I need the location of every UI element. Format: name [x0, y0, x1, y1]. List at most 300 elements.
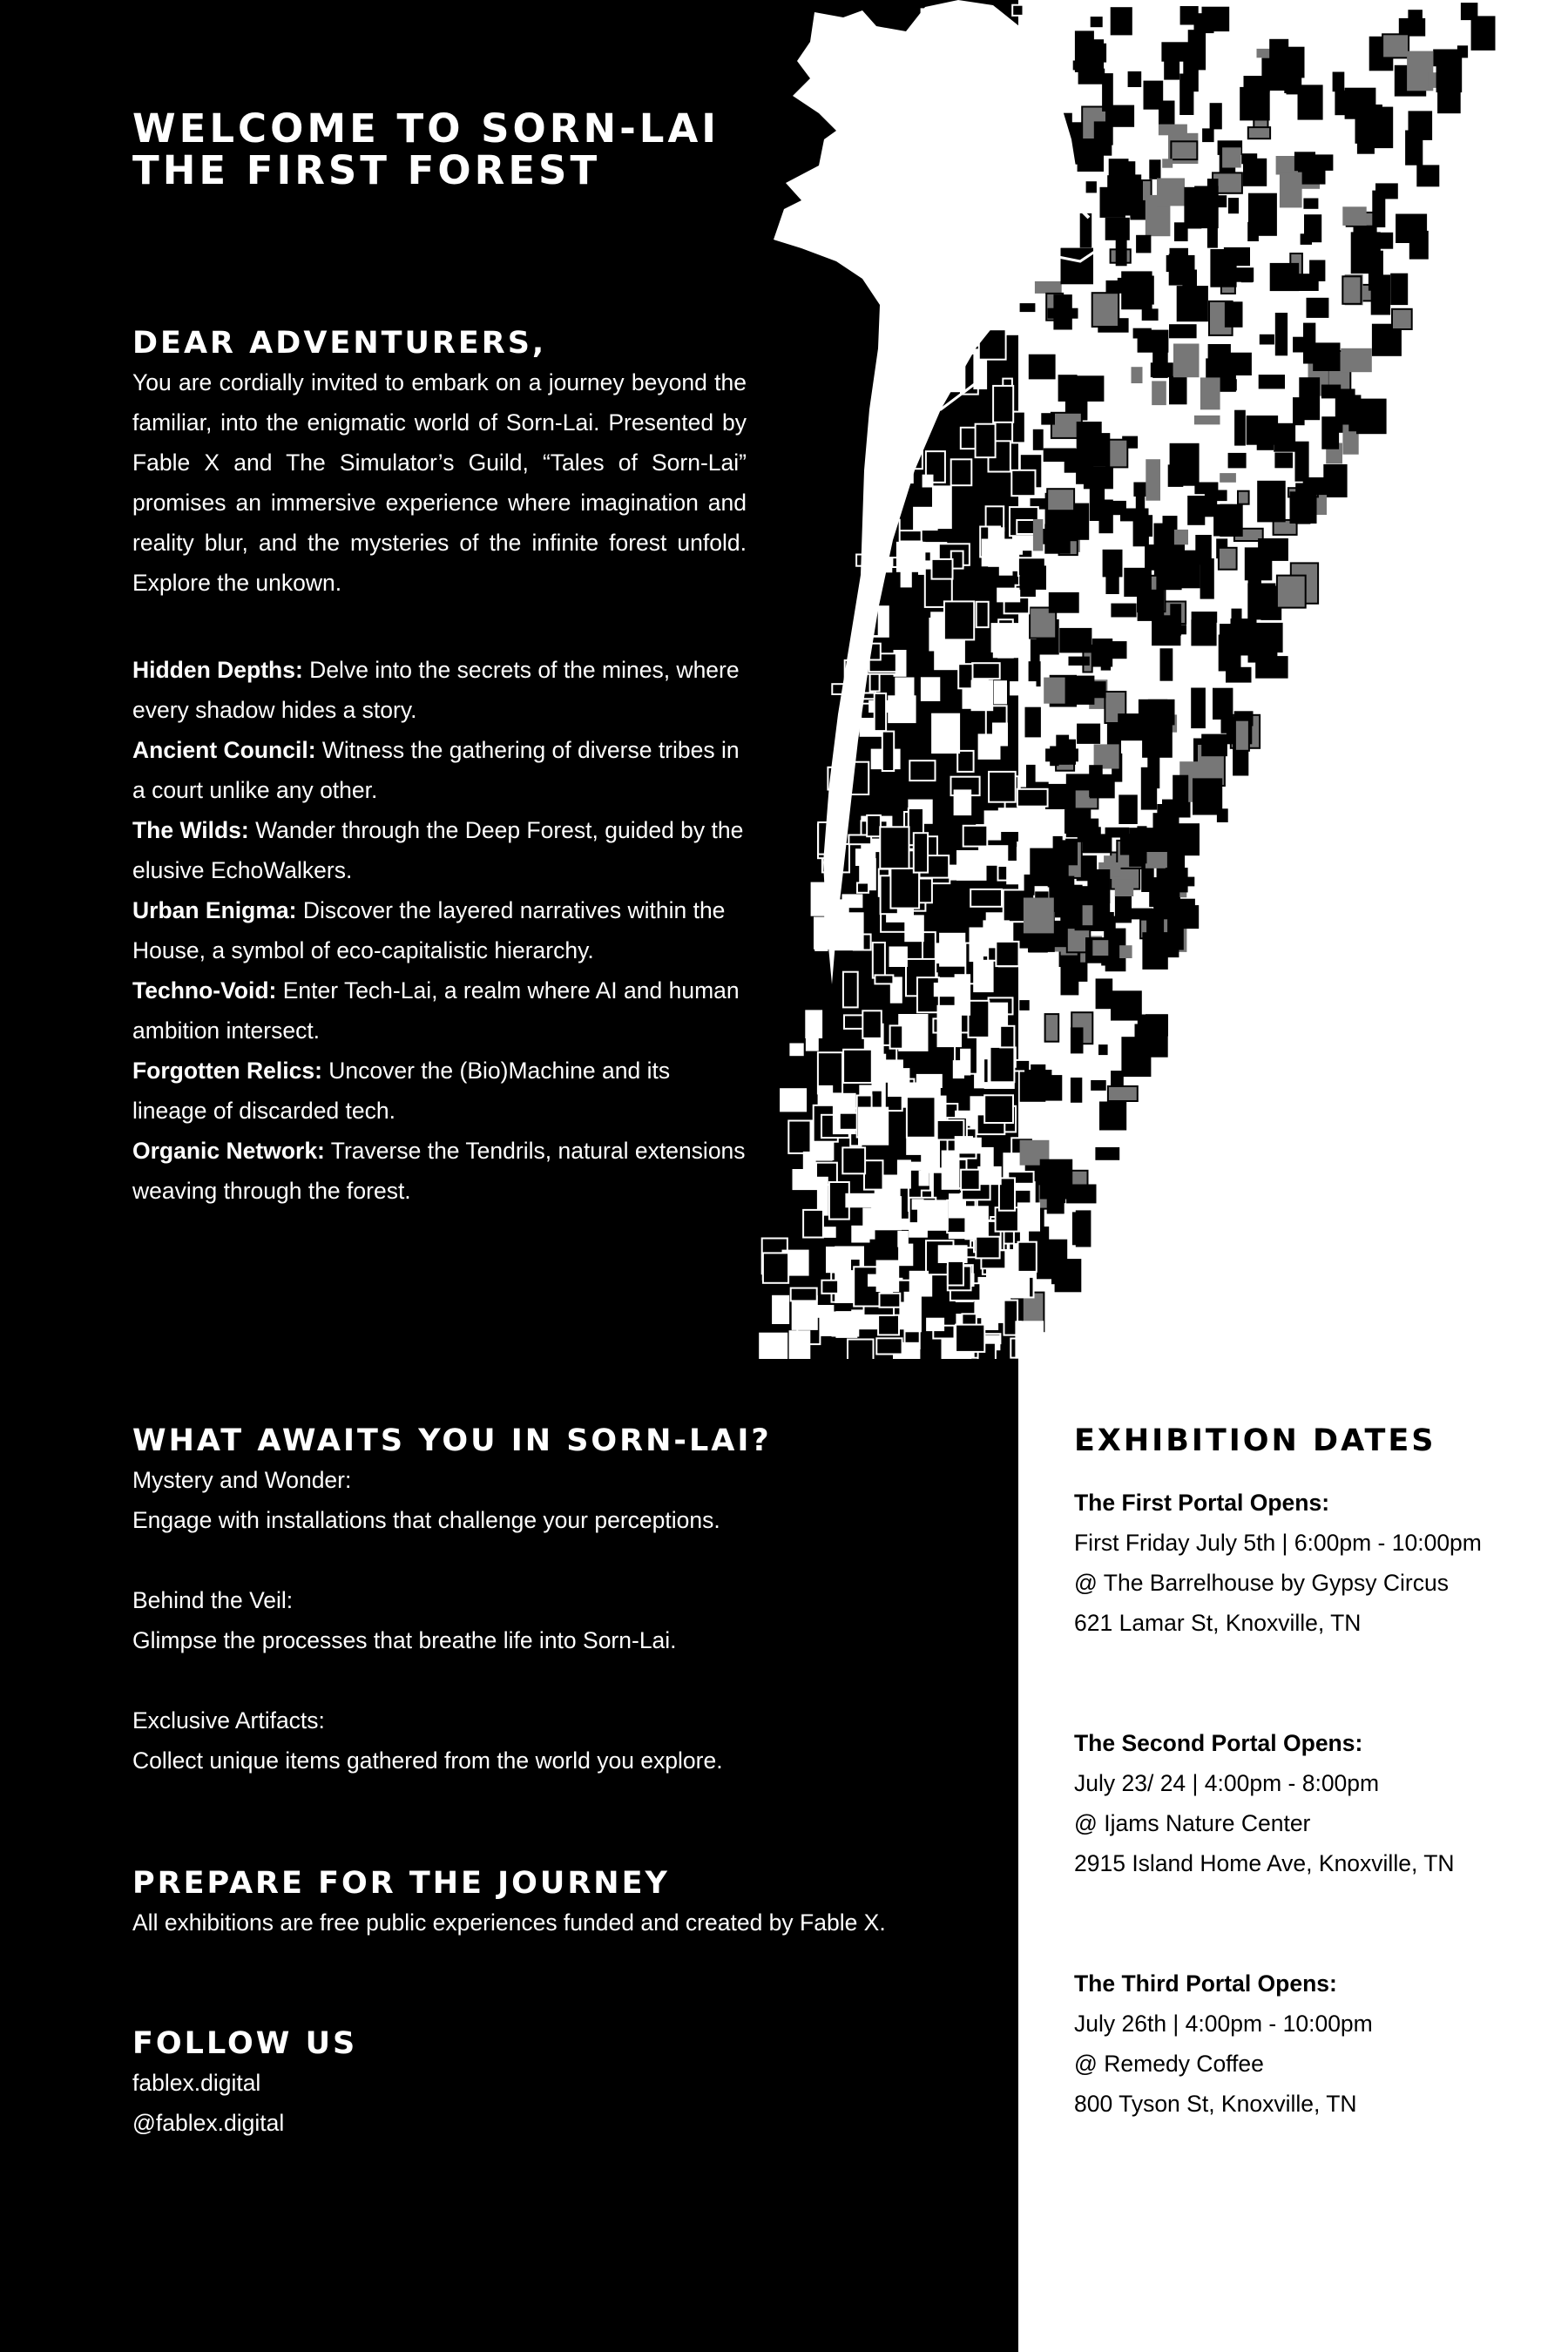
- art-tile: [1157, 179, 1185, 206]
- art-tile: [791, 1288, 817, 1301]
- art-tile: [1173, 905, 1199, 929]
- art-tile: [1258, 103, 1267, 112]
- art-tile: [1115, 880, 1133, 896]
- art-tile: [1270, 263, 1299, 291]
- art-tile: [1024, 898, 1054, 934]
- portal-address: 800 Tyson St, Knoxville, TN: [1074, 2091, 1357, 2117]
- art-tile: [803, 1210, 823, 1238]
- invitation-body: You are cordially invited to embark on a journey beyond the familiar, into the enigmatic world of Sorn-Lai. Presented by Fable X and The Simulator’s Guild, “Tales of Sorn-Lai” promises an immersive experience where imagination and reality blur, and the mysteries of the infinite forest unfold. Explore the unkown.: [132, 369, 747, 596]
- art-tile: [794, 1170, 820, 1189]
- art-tile: [1220, 473, 1236, 483]
- art-tile: [970, 889, 1002, 907]
- art-tile: [1269, 39, 1288, 67]
- art-tile: [1195, 483, 1217, 494]
- art-tile: [846, 1194, 875, 1207]
- art-tile: [955, 790, 971, 814]
- art-tile: [1369, 251, 1383, 291]
- art-tile: [1109, 642, 1125, 658]
- art-tile: [1314, 343, 1339, 370]
- art-tile: [1165, 62, 1179, 79]
- art-tile: [996, 942, 1018, 966]
- art-tile: [1050, 747, 1058, 767]
- art-tile: [1012, 412, 1025, 443]
- art-tile: [993, 386, 1013, 422]
- art-tile: [1066, 677, 1094, 704]
- art-tile: [863, 1209, 874, 1239]
- art-tile: [1224, 247, 1250, 266]
- art-tile: [989, 528, 1004, 566]
- portal-when: July 23/ 24 | 4:00pm - 8:00pm: [1074, 1770, 1380, 1796]
- art-tile: [956, 1325, 984, 1352]
- art-tile: [1234, 410, 1246, 446]
- feature-item: [132, 730, 747, 810]
- art-tile: [815, 928, 827, 950]
- spacer: [132, 1660, 969, 1700]
- art-tile: [1088, 40, 1104, 69]
- art-tile: [1257, 423, 1274, 450]
- website-link[interactable]: fablex.digital: [132, 2070, 261, 2096]
- art-tile: [957, 751, 973, 772]
- art-tile: [1089, 765, 1103, 797]
- art-tile: [1104, 502, 1125, 514]
- art-tile: [1260, 375, 1284, 388]
- art-tile: [1201, 559, 1213, 598]
- art-tile: [1226, 302, 1242, 327]
- art-tile: [923, 476, 933, 487]
- art-tile: [939, 1246, 967, 1262]
- art-tile: [1083, 834, 1112, 853]
- art-tile: [1372, 191, 1385, 227]
- art-tile: [1145, 82, 1163, 109]
- art-tile: [1193, 778, 1222, 814]
- art-tile: [1321, 416, 1339, 449]
- art-tile: [1296, 443, 1308, 481]
- art-tile: [1472, 17, 1495, 50]
- art-tile: [1035, 281, 1062, 294]
- art-tile: [1146, 459, 1160, 501]
- art-tile: [867, 815, 881, 836]
- art-tile: [1079, 70, 1105, 84]
- feature-name: The Wilds:: [132, 817, 249, 843]
- art-tile: [957, 851, 986, 880]
- art-tile: [995, 681, 1006, 703]
- art-tile: [857, 883, 868, 893]
- art-tile: [1146, 852, 1167, 868]
- art-tile: [1108, 1086, 1138, 1101]
- art-tile: [1041, 1160, 1072, 1199]
- art-tile: [1042, 414, 1054, 423]
- art-tile: [873, 943, 885, 978]
- art-tile: [978, 1167, 1001, 1184]
- art-tile: [1112, 605, 1135, 617]
- art-tile: [1071, 1078, 1081, 1102]
- art-tile: [1065, 449, 1093, 472]
- art-tile: [935, 983, 957, 996]
- art-tile: [1092, 939, 1109, 956]
- art-tile: [1342, 206, 1366, 226]
- art-tile: [1206, 196, 1226, 206]
- art-tile: [842, 1147, 865, 1173]
- art-tile: [1227, 668, 1251, 682]
- art-tile: [1100, 1103, 1125, 1130]
- art-tile: [983, 921, 1009, 942]
- art-tile: [889, 1078, 906, 1096]
- feature-item: [132, 970, 747, 1051]
- portal-venue: @ Ijams Nature Center: [1074, 1810, 1311, 1836]
- art-tile: [1019, 1000, 1029, 1010]
- art-tile: [1133, 517, 1149, 546]
- art-tile: [827, 1247, 854, 1272]
- art-tile: [1173, 344, 1200, 378]
- art-tile: [1096, 1148, 1119, 1159]
- portal-title: The Second Portal Opens:: [1074, 1730, 1363, 1756]
- art-tile: [1086, 181, 1097, 193]
- art-tile: [899, 1245, 912, 1266]
- art-tile: [1112, 8, 1132, 34]
- art-tile: [961, 1170, 980, 1190]
- art-tile: [1106, 106, 1133, 126]
- art-tile: [790, 1044, 802, 1056]
- art-tile: [1173, 776, 1187, 808]
- awaits-text: Engage with installations that challenge your perceptions.: [132, 1507, 720, 1533]
- art-tile: [1152, 616, 1179, 645]
- art-tile: [972, 663, 1000, 679]
- art-tile: [1191, 619, 1216, 645]
- art-tile: [1171, 824, 1199, 855]
- art-tile: [1342, 276, 1361, 304]
- art-tile: [1062, 956, 1078, 995]
- art-tile: [989, 772, 1016, 802]
- art-tile: [1228, 198, 1239, 213]
- art-tile: [1097, 979, 1112, 1008]
- art-tile: [1033, 429, 1044, 450]
- art-tile: [1166, 868, 1188, 892]
- art-tile: [1188, 497, 1204, 524]
- art-tile: [1258, 538, 1288, 561]
- art-tile: [1179, 74, 1193, 116]
- art-tile: [896, 679, 913, 703]
- art-tile: [1189, 30, 1205, 69]
- art-tile: [905, 1293, 921, 1332]
- art-tile: [1062, 249, 1093, 284]
- art-tile: [890, 1025, 903, 1048]
- social-handle-link[interactable]: @fablex.digital: [132, 2110, 285, 2136]
- art-tile: [1280, 172, 1302, 208]
- portal-address: 2915 Island Home Ave, Knoxville, TN: [1074, 1850, 1455, 1876]
- art-tile: [1056, 1260, 1081, 1291]
- art-tile: [1178, 287, 1207, 321]
- art-tile: [1299, 85, 1322, 118]
- art-tile: [843, 1050, 872, 1083]
- art-tile: [1437, 82, 1461, 113]
- exhibition-dates-section: [1074, 1422, 1562, 2204]
- feature-item: [132, 890, 747, 970]
- awaits-label: Exclusive Artifacts:: [132, 1707, 325, 1734]
- art-tile: [1192, 689, 1205, 728]
- art-tile: [1018, 1242, 1037, 1272]
- awaits-text: Collect unique items gathered from the world you explore.: [132, 1747, 723, 1774]
- art-tile: [1159, 125, 1187, 136]
- art-tile: [1071, 1028, 1083, 1052]
- art-tile: [1208, 227, 1217, 247]
- art-tile: [878, 1315, 899, 1335]
- art-tile: [1133, 328, 1152, 339]
- art-tile: [977, 602, 989, 627]
- art-tile: [819, 1086, 833, 1104]
- art-tile: [997, 589, 1019, 602]
- art-tile: [1171, 141, 1197, 159]
- art-tile: [1194, 416, 1220, 425]
- art-tile: [1078, 139, 1103, 171]
- art-tile: [1235, 720, 1249, 751]
- art-tile: [1228, 453, 1247, 469]
- art-tile: [985, 811, 1001, 825]
- art-tile: [1232, 267, 1254, 282]
- art-tile: [773, 1296, 788, 1323]
- art-tile: [807, 1036, 818, 1051]
- title-line-1: WELCOME TO SORN-LAI: [132, 105, 720, 152]
- art-tile: [876, 1338, 902, 1354]
- art-tile: [1069, 657, 1090, 666]
- portal-entry: [1074, 1723, 1562, 1883]
- art-tile: [1258, 482, 1285, 522]
- art-tile: [974, 961, 992, 991]
- art-tile: [1275, 454, 1292, 468]
- art-tile: [1021, 566, 1046, 589]
- art-tile: [1244, 76, 1270, 92]
- prepare-heading: PREPARE FOR THE JOURNEY: [132, 1866, 670, 1901]
- art-tile: [1092, 293, 1119, 327]
- art-tile: [910, 1272, 928, 1292]
- feature-name: Hidden Depths:: [132, 657, 303, 683]
- art-tile: [1124, 720, 1152, 739]
- art-tile: [984, 1095, 1013, 1123]
- art-tile: [1053, 836, 1063, 864]
- art-tile: [981, 1148, 992, 1166]
- art-tile: [1119, 945, 1132, 958]
- art-tile: [1013, 536, 1022, 554]
- art-tile: [1260, 335, 1274, 345]
- art-tile: [1045, 525, 1069, 553]
- art-tile: [1357, 400, 1386, 434]
- art-tile: [804, 1152, 815, 1172]
- art-tile: [956, 1137, 972, 1151]
- art-tile: [1294, 398, 1304, 424]
- page-title: [132, 105, 720, 193]
- art-tile: [1017, 789, 1048, 807]
- art-tile: [917, 1075, 942, 1087]
- art-tile: [943, 1152, 959, 1189]
- art-tile: [969, 1001, 990, 1037]
- art-tile: [1047, 489, 1074, 510]
- art-tile: [1137, 236, 1150, 253]
- feature-name: Forgotten Relics:: [132, 1058, 322, 1084]
- art-tile: [1202, 128, 1214, 142]
- art-tile: [1119, 795, 1137, 823]
- art-tile: [951, 459, 972, 485]
- art-tile: [1390, 274, 1408, 305]
- art-tile: [1143, 309, 1158, 320]
- art-tile: [1015, 815, 1035, 825]
- art-tile: [1054, 295, 1071, 328]
- art-tile: [1243, 159, 1267, 186]
- portal-entry: [1074, 1483, 1562, 1643]
- art-tile: [1248, 127, 1270, 139]
- art-tile: [856, 849, 875, 865]
- art-tile: [1031, 639, 1040, 667]
- art-tile: [1346, 89, 1375, 118]
- art-tile: [1274, 423, 1295, 452]
- art-tile: [1152, 381, 1166, 405]
- prepare-section: [132, 1864, 1004, 1943]
- art-tile: [1392, 309, 1412, 329]
- art-tile: [918, 1200, 948, 1229]
- art-tile: [790, 1331, 810, 1359]
- art-tile: [781, 1089, 806, 1111]
- art-tile: [976, 1237, 999, 1259]
- portal-entry: [1074, 1963, 1562, 2124]
- art-tile: [1092, 17, 1102, 26]
- portal-address: 621 Lamar St, Knoxville, TN: [1074, 1610, 1362, 1636]
- art-tile: [976, 424, 996, 457]
- art-tile: [907, 1097, 936, 1138]
- art-tile: [1106, 568, 1118, 593]
- art-tile: [958, 664, 972, 688]
- art-tile: [1161, 649, 1173, 679]
- feature-item: [132, 1051, 747, 1131]
- art-tile: [821, 1281, 838, 1294]
- art-tile: [1169, 376, 1187, 405]
- art-tile: [897, 543, 925, 571]
- portal-venue: @ Remedy Coffee: [1074, 2051, 1264, 2077]
- art-tile: [1026, 708, 1040, 737]
- art-tile: [812, 883, 825, 916]
- art-tile: [1010, 682, 1035, 694]
- art-tile: [880, 827, 909, 868]
- art-tile: [1049, 592, 1079, 613]
- art-tile: [1251, 225, 1260, 234]
- art-tile: [905, 916, 923, 941]
- art-tile: [880, 1294, 901, 1308]
- art-tile: [944, 601, 974, 639]
- art-tile: [1077, 724, 1100, 744]
- exhibition-heading: EXHIBITION DATES: [1074, 1423, 1436, 1458]
- art-tile: [1417, 166, 1438, 186]
- art-tile: [1058, 740, 1076, 765]
- awaits-heading: WHAT AWAITS YOU IN SORN-LAI?: [132, 1423, 772, 1458]
- art-tile: [932, 714, 959, 753]
- feature-text: Witness the gathering of diverse tribes in a court unlike any other.: [132, 737, 740, 803]
- art-tile: [1219, 548, 1237, 570]
- follow-heading: FOLLOW US: [132, 2026, 358, 2061]
- portal-title: The First Portal Opens:: [1074, 1490, 1330, 1516]
- art-tile: [1307, 298, 1329, 318]
- feature-item: [132, 810, 747, 890]
- art-tile: [1213, 504, 1233, 537]
- awaits-section: [132, 1422, 969, 1781]
- art-tile: [1091, 486, 1104, 520]
- art-tile: [890, 948, 907, 967]
- portal-when: July 26th | 4:00pm - 10:00pm: [1074, 2011, 1373, 2037]
- art-tile: [1153, 344, 1167, 377]
- art-tile: [1029, 355, 1056, 380]
- art-tile: [882, 732, 894, 771]
- title-line-2: THE FIRST FOREST: [132, 147, 601, 193]
- art-tile: [1098, 1044, 1108, 1055]
- art-tile: [1146, 909, 1164, 938]
- feature-text: Uncover the (Bio)Machine and its lineage of discarded tech.: [132, 1058, 671, 1124]
- art-tile: [1045, 1014, 1059, 1042]
- art-tile: [1195, 14, 1213, 32]
- feature-text: Delve into the secrets of the mines, where every shadow hides a story.: [132, 657, 740, 723]
- art-tile: [1222, 147, 1241, 167]
- art-tile: [928, 1142, 938, 1166]
- art-tile: [909, 760, 935, 781]
- art-tile: [1170, 325, 1196, 337]
- art-tile: [1302, 155, 1333, 170]
- art-tile: [1201, 734, 1227, 757]
- art-tile: [1112, 991, 1141, 1019]
- art-tile: [1016, 1321, 1043, 1357]
- art-tile: [1409, 112, 1432, 139]
- art-tile: [1232, 609, 1242, 635]
- art-tile: [1146, 1015, 1167, 1057]
- feature-name: Techno-Void:: [132, 977, 277, 1004]
- art-tile: [948, 1261, 963, 1286]
- art-tile: [862, 1010, 882, 1038]
- art-tile: [1162, 43, 1192, 60]
- art-tile: [1142, 768, 1156, 809]
- feature-name: Urban Enigma:: [132, 897, 297, 923]
- feature-text: Wander through the Deep Forest, guided by the elusive EchoWalkers.: [132, 817, 744, 883]
- art-tile: [1257, 624, 1282, 652]
- art-tile: [1211, 104, 1221, 128]
- art-tile: [938, 1006, 962, 1046]
- portal-when: First Friday July 5th | 6:00pm - 10:00pm: [1074, 1530, 1482, 1556]
- art-tile: [1055, 889, 1072, 918]
- art-tile: [1220, 379, 1236, 390]
- art-tile: [914, 833, 928, 872]
- art-tile: [1122, 272, 1151, 308]
- art-tile: [1155, 524, 1168, 549]
- art-tile: [1166, 255, 1195, 272]
- art-tile: [1304, 324, 1315, 363]
- art-tile: [1304, 199, 1317, 208]
- art-tile: [1081, 214, 1092, 247]
- art-tile: [992, 624, 1020, 652]
- art-tile: [1162, 159, 1173, 167]
- art-tile: [990, 1047, 1015, 1082]
- art-tile: [1276, 314, 1287, 355]
- art-tile: [1290, 491, 1317, 524]
- art-tile: [1301, 234, 1311, 244]
- art-tile: [859, 1108, 888, 1145]
- awaits-label: Behind the Veil:: [132, 1587, 294, 1613]
- art-tile: [1125, 569, 1151, 596]
- art-tile: [806, 1010, 821, 1037]
- art-tile: [998, 866, 1008, 881]
- art-tile: [1077, 1211, 1091, 1246]
- art-tile: [1018, 1203, 1039, 1230]
- invitation-heading: DEAR ADVENTURERS,: [132, 326, 547, 361]
- art-tile: [963, 826, 988, 847]
- art-tile: [1310, 261, 1324, 280]
- art-tile: [1137, 826, 1146, 863]
- art-tile: [1213, 688, 1233, 720]
- feature-item: [132, 1131, 747, 1211]
- art-tile: [1128, 71, 1142, 87]
- art-tile: [875, 693, 886, 731]
